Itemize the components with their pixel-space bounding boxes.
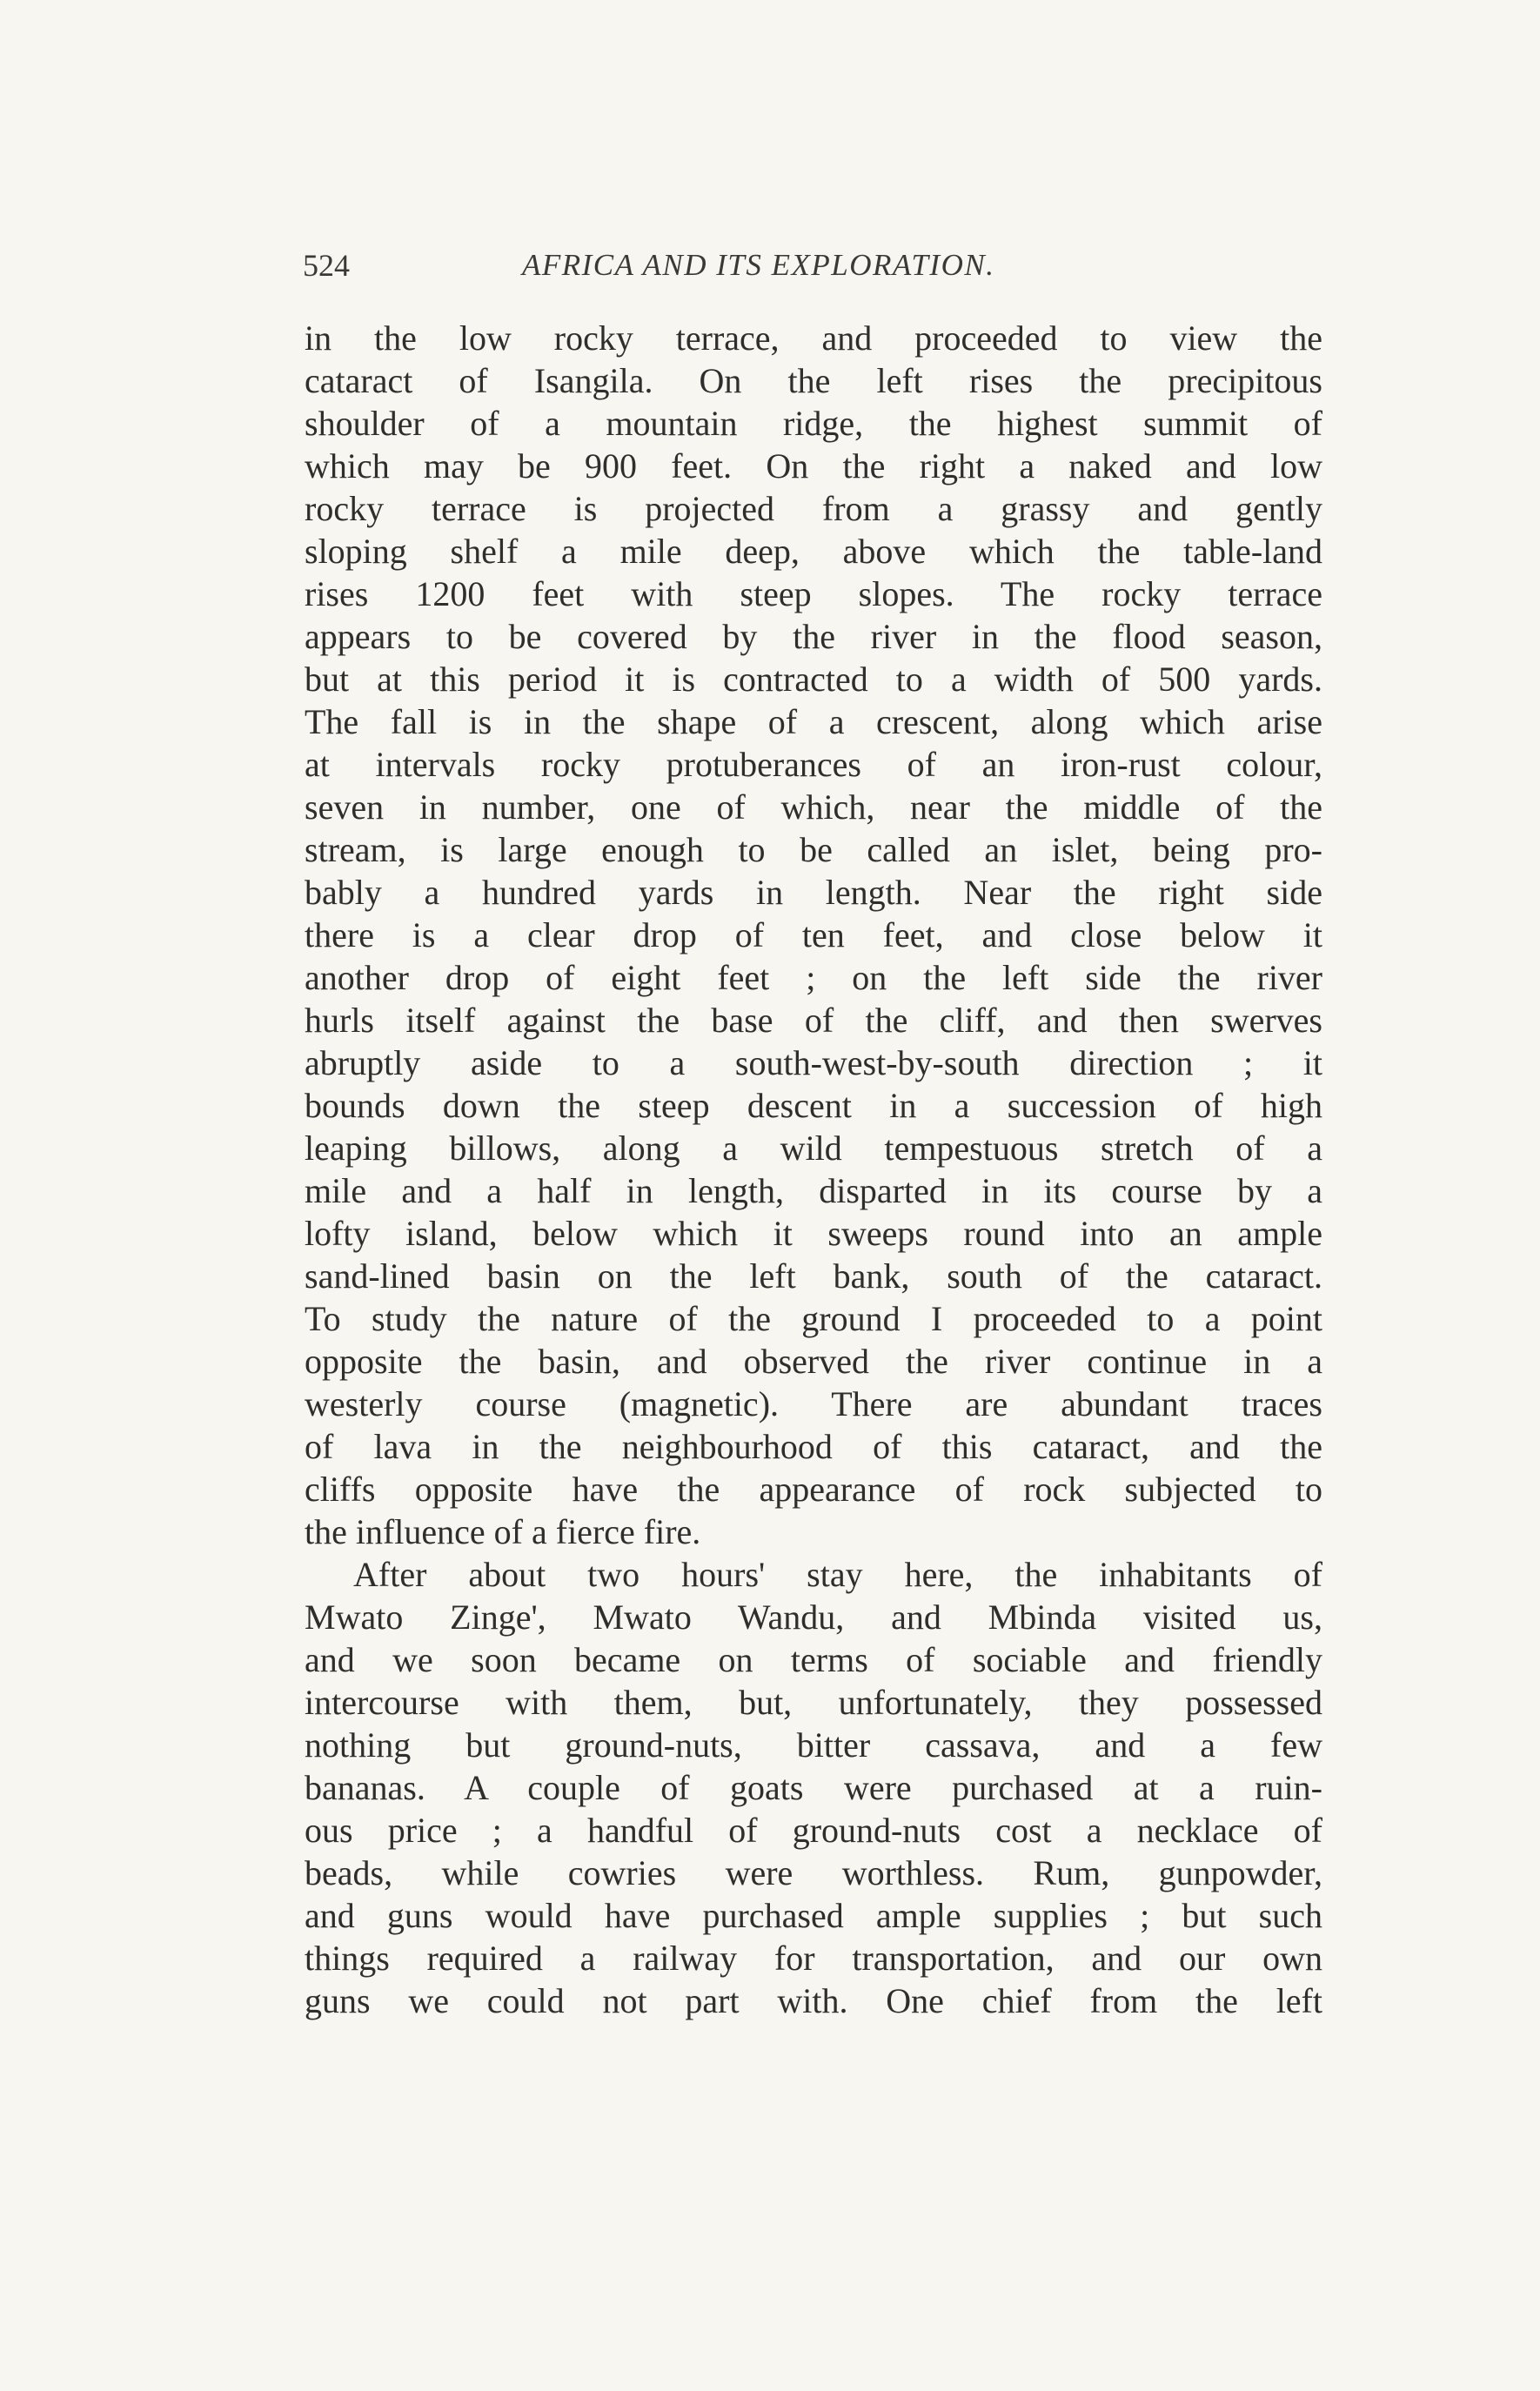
text-line: cliffs opposite have the appearance of rock subjected to bbox=[305, 1470, 1322, 1509]
text-line: abruptly aside to a south-west-by-south direction ; it bbox=[305, 1043, 1322, 1082]
text-line: To study the nature of the ground I proceeded to a point bbox=[305, 1299, 1322, 1338]
text-line: which may be 900 feet. On the right a naked and low bbox=[305, 446, 1322, 486]
text-line: Mwato Zinge', Mwato Wandu, and Mbinda visited us, bbox=[305, 1597, 1322, 1637]
text-line: leaping billows, along a wild tempestuous stretch of a bbox=[305, 1129, 1322, 1168]
text-line: nothing but ground-nuts, bitter cassava, and a few bbox=[305, 1725, 1322, 1765]
text-line: bananas. A couple of goats were purchased at a ruin- bbox=[305, 1768, 1322, 1807]
running-title: AFRICA AND ITS EXPLORATION. bbox=[522, 248, 995, 282]
text-line: sand-lined basin on the left bank, south of the cataract. bbox=[305, 1256, 1322, 1296]
text-line: and guns would have purchased ample supplies ; but such bbox=[305, 1896, 1322, 1935]
text-line: ous price ; a handful of ground-nuts cost a necklace of bbox=[305, 1811, 1322, 1850]
paragraph-end-line: the influence of a fierce fire. bbox=[305, 1512, 701, 1551]
paragraph-start-line: After about two hours' stay here, the inhabitants of bbox=[353, 1555, 1322, 1594]
text-line: appears to be covered by the river in the flood season, bbox=[305, 617, 1322, 656]
text-line: things required a railway for transportation, and our own bbox=[305, 1939, 1322, 1978]
text-line: beads, while cowries were worthless. Rum, gunpowder, bbox=[305, 1853, 1322, 1892]
text-line: sloping shelf a mile deep, above which the table-land bbox=[305, 532, 1322, 571]
text-line: bounds down the steep descent in a succession of high bbox=[305, 1086, 1322, 1125]
text-line: bably a hundred yards in length. Near the right side bbox=[305, 873, 1322, 912]
text-line: hurls itself against the base of the cliff, and then swerves bbox=[305, 1001, 1322, 1040]
text-line: seven in number, one of which, near the middle of the bbox=[305, 787, 1322, 827]
text-line: mile and a half in length, disparted in its course by a bbox=[305, 1171, 1322, 1210]
text-line: The fall is in the shape of a crescent, along which arise bbox=[305, 702, 1322, 741]
text-line: stream, is large enough to be called an islet, being pro- bbox=[305, 830, 1322, 869]
text-line: rocky terrace is projected from a grassy and gently bbox=[305, 489, 1322, 528]
text-line: guns we could not part with. One chief from the left bbox=[305, 1981, 1322, 2020]
text-line: lofty island, below which it sweeps round into an ample bbox=[305, 1214, 1322, 1253]
body-text bbox=[305, 317, 1322, 2022]
text-line: in the low rocky terrace, and proceeded to view the bbox=[305, 318, 1322, 358]
text-line: cataract of Isangila. On the left rises the precipitous bbox=[305, 361, 1322, 400]
text-line: intercourse with them, but, unfortunately, they possessed bbox=[305, 1683, 1322, 1722]
text-line: but at this period it is contracted to a width of 500 yards. bbox=[305, 660, 1322, 699]
page-number: 524 bbox=[303, 248, 350, 283]
text-line: another drop of eight feet ; on the left side the river bbox=[305, 958, 1322, 997]
text-line: and we soon became on terms of sociable and friendly bbox=[305, 1640, 1322, 1679]
text-line: of lava in the neighbourhood of this cataract, and the bbox=[305, 1427, 1322, 1466]
text-line: at intervals rocky protuberances of an iron-rust colour, bbox=[305, 745, 1322, 784]
text-line: there is a clear drop of ten feet, and close below it bbox=[305, 915, 1322, 954]
text-line: rises 1200 feet with steep slopes. The rocky terrace bbox=[305, 574, 1322, 613]
text-line: shoulder of a mountain ridge, the highest summit of bbox=[305, 404, 1322, 443]
running-head bbox=[303, 244, 1322, 287]
text-line: opposite the basin, and observed the river continue in a bbox=[305, 1342, 1322, 1381]
text-line: westerly course (magnetic). There are abundant traces bbox=[305, 1384, 1322, 1423]
